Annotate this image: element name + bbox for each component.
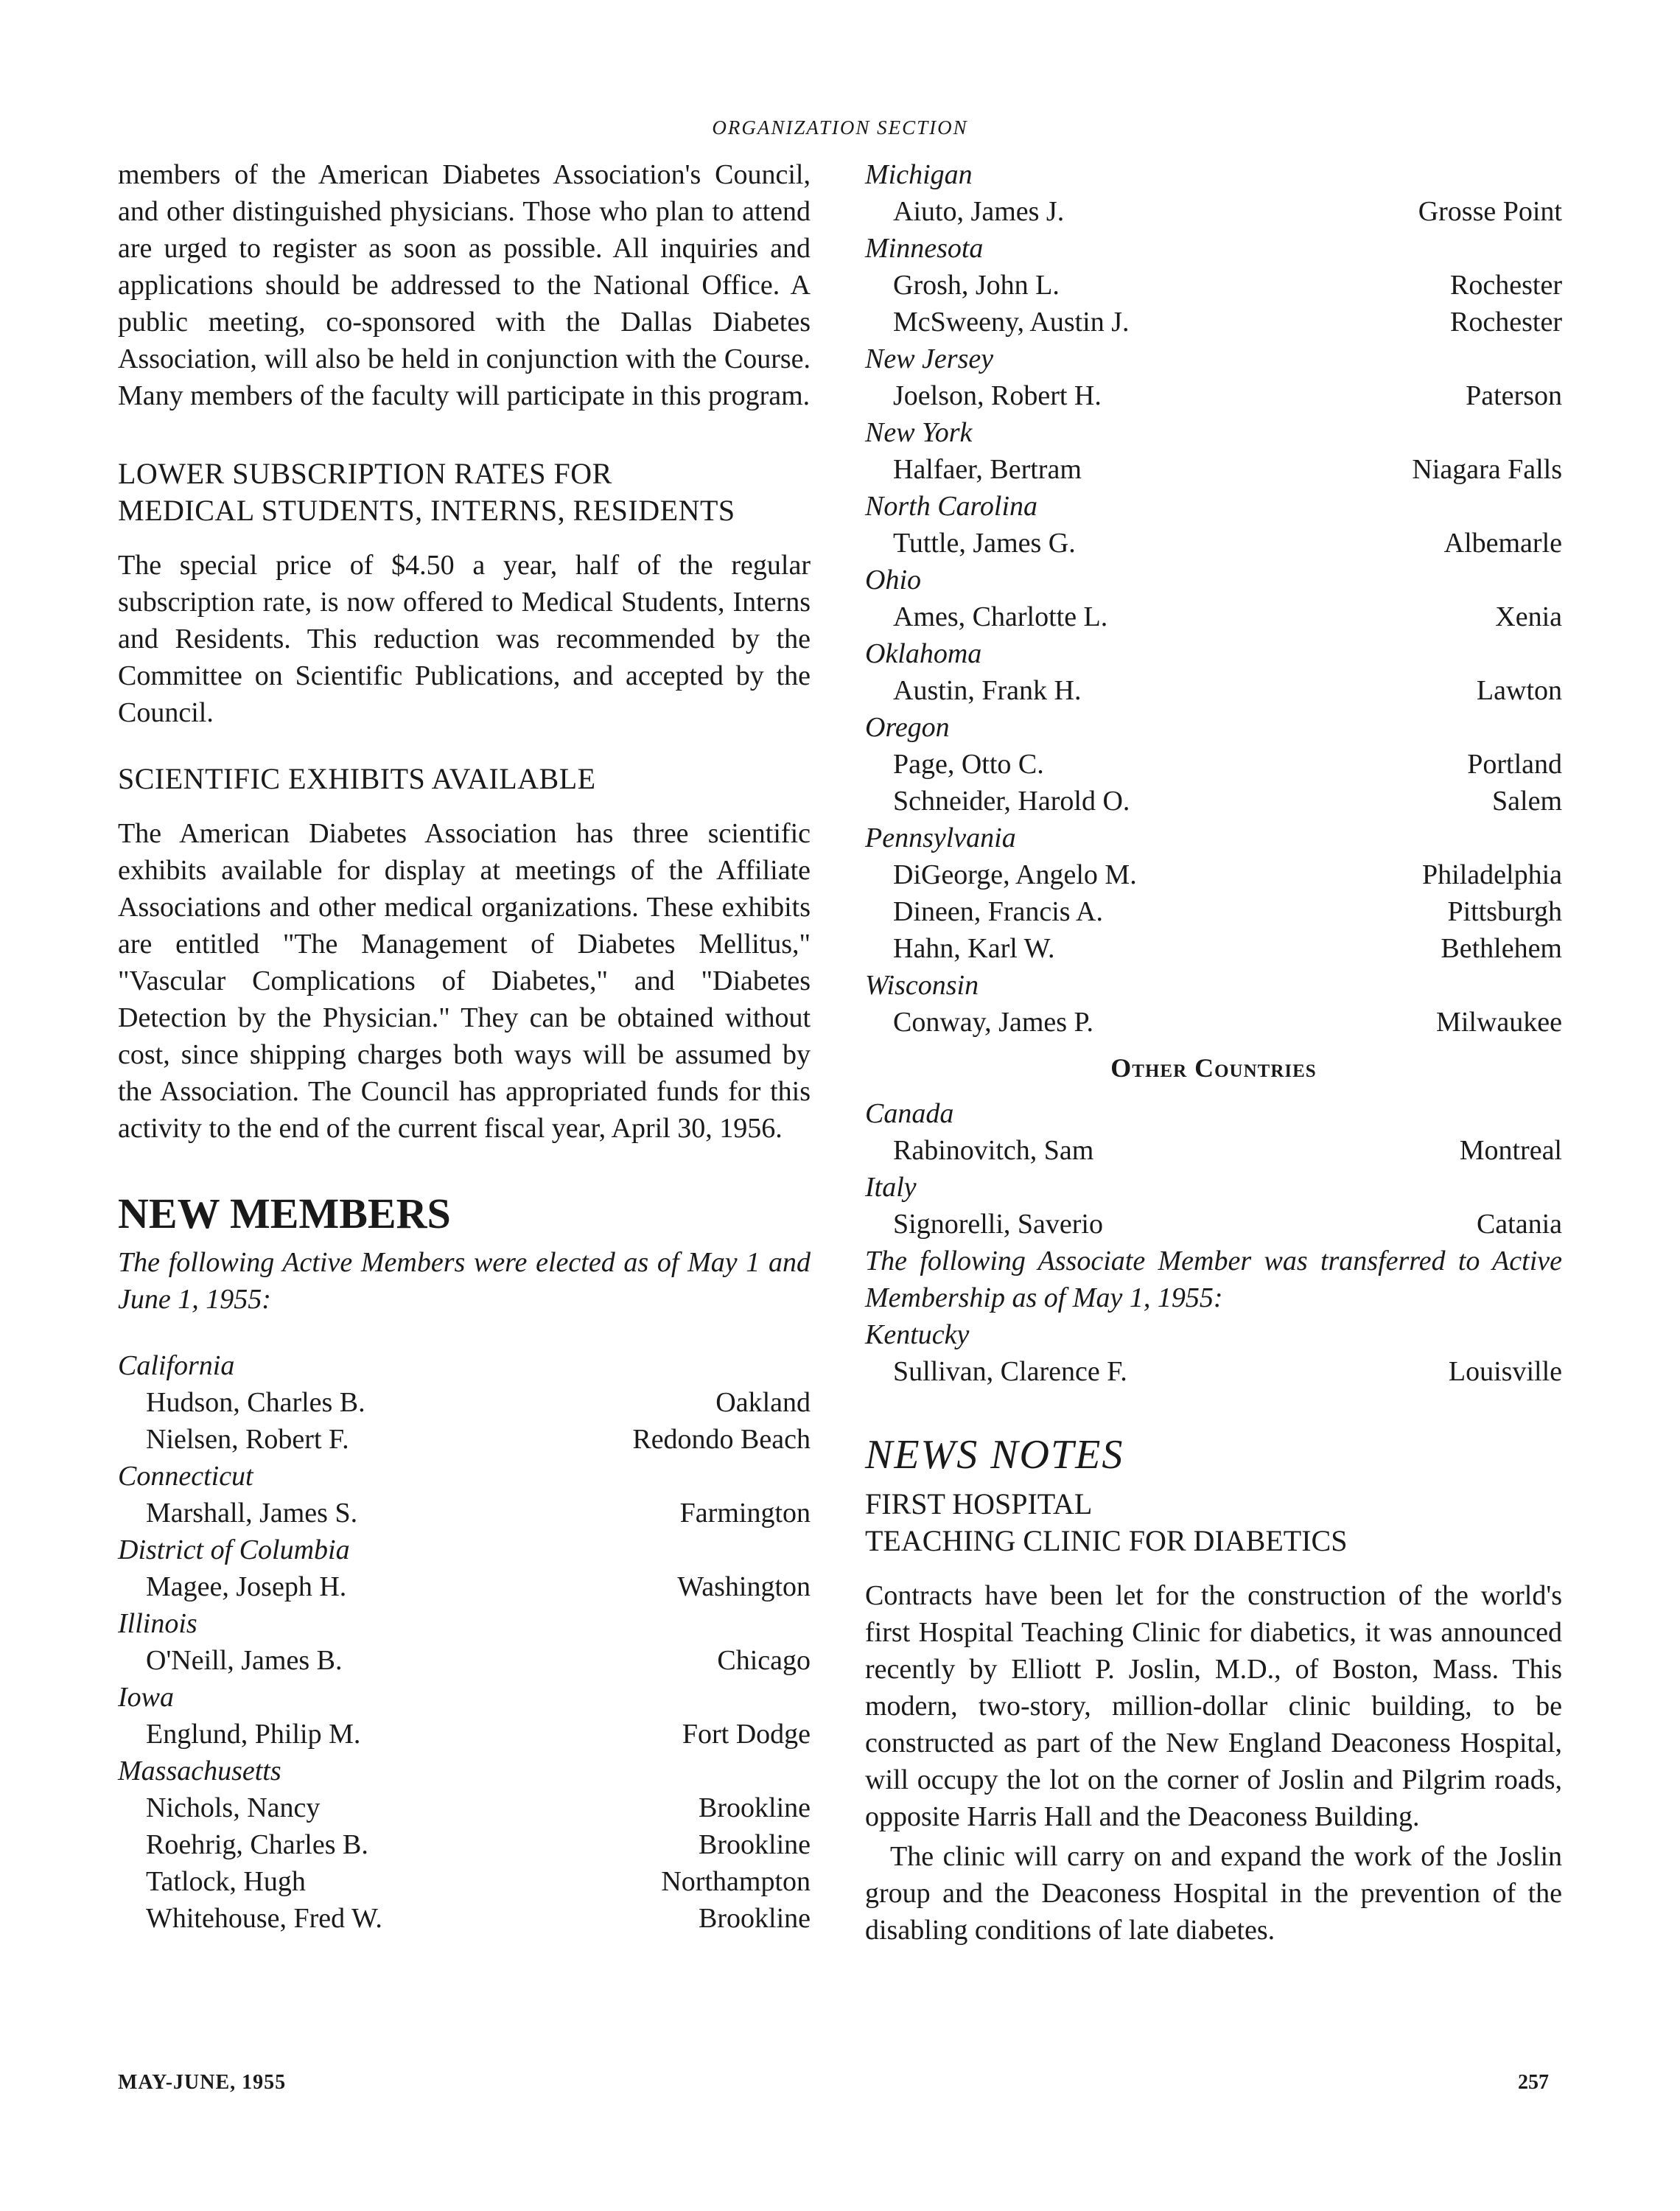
member-name: Signorelli, Saverio xyxy=(893,1209,1103,1240)
member-city: Salem xyxy=(1492,786,1562,817)
subscription-heading-line2: MEDICAL STUDENTS, INTERNS, RESIDENTS xyxy=(118,494,735,527)
state-heading: Michigan xyxy=(865,159,973,190)
member-name: Magee, Joseph H. xyxy=(146,1571,347,1602)
member-city: Farmington xyxy=(679,1498,811,1529)
member-city: Montreal xyxy=(1459,1135,1562,1166)
running-head: ORGANIZATION SECTION xyxy=(712,116,968,139)
member-row xyxy=(118,1384,811,1421)
member-name: Ames, Charlotte L. xyxy=(893,601,1108,632)
member-row xyxy=(865,193,1562,230)
member-row xyxy=(118,1495,811,1531)
member-city: Brookline xyxy=(699,1903,811,1934)
member-city: Northampton xyxy=(661,1866,811,1897)
member-name: Nichols, Nancy xyxy=(146,1792,321,1823)
member-city: Louisville xyxy=(1448,1356,1562,1387)
member-row xyxy=(118,1826,811,1863)
state-heading: Oklahoma xyxy=(865,638,982,669)
member-row xyxy=(865,672,1562,709)
left-member-list xyxy=(118,1347,811,1937)
member-name: Roehrig, Charles B. xyxy=(146,1829,368,1860)
member-city: Brookline xyxy=(699,1792,811,1823)
state-heading: Italy xyxy=(865,1172,917,1203)
member-city: Rochester xyxy=(1450,270,1562,301)
transfer-state: Kentucky xyxy=(865,1319,970,1350)
member-city: Philadelphia xyxy=(1422,859,1562,890)
member-row xyxy=(865,304,1562,340)
member-row xyxy=(865,856,1562,893)
member-city: Lawton xyxy=(1476,675,1562,706)
state-heading: California xyxy=(118,1350,235,1381)
clinic-heading-line2: TEACHING CLINIC FOR DIABETICS xyxy=(865,1524,1348,1557)
member-city: Fort Dodge xyxy=(682,1719,811,1750)
member-name: Whitehouse, Fred W. xyxy=(146,1903,382,1934)
clinic-heading-line1: FIRST HOSPITAL xyxy=(865,1487,1093,1520)
member-city: Xenia xyxy=(1495,601,1562,632)
member-row xyxy=(118,1789,811,1826)
member-city: Albemarle xyxy=(1443,528,1562,559)
member-row xyxy=(865,893,1562,930)
member-name: Englund, Philip M. xyxy=(146,1719,361,1750)
member-city: Grosse Point xyxy=(1418,196,1562,227)
member-row xyxy=(118,1900,811,1937)
state-heading: Canada xyxy=(865,1098,954,1129)
state-heading: Ohio xyxy=(865,565,921,595)
member-row xyxy=(865,525,1562,562)
new-members-intro: The following Active Members were elected as of May 1 and June 1, 1955: xyxy=(118,1247,811,1315)
transfer-member-row xyxy=(865,1353,1562,1390)
member-row xyxy=(118,1568,811,1605)
member-name: Tatlock, Hugh xyxy=(146,1866,306,1897)
member-name: Grosh, John L. xyxy=(893,270,1060,301)
footer-issue: MAY-JUNE, 1955 xyxy=(118,2071,287,2094)
state-heading: Illinois xyxy=(118,1608,197,1639)
member-name: Tuttle, James G. xyxy=(893,528,1076,559)
member-city: Paterson xyxy=(1466,380,1562,411)
member-name: McSweeny, Austin J. xyxy=(893,307,1130,338)
clinic-paragraph-1: Contracts have been let for the construction of the world's first Hospital Teaching Clinic for diabetics, it was announced recently by Elliott P. Joslin, M.D., of Boston, Mass. This modern, two-story, million-dollar clinic building, to be constructed as part of the New England Deaconess Hospital, will occupy the lot on the corner of Joslin and Pilgrim roads, opposite Harris Hall and the Deaconess Building. xyxy=(865,1580,1562,1832)
member-row xyxy=(865,746,1562,783)
state-heading: North Carolina xyxy=(865,491,1038,522)
member-name: Aiuto, James J. xyxy=(893,196,1065,227)
member-row xyxy=(865,598,1562,635)
new-members-heading: NEW MEMBERS xyxy=(118,1190,451,1237)
clinic-paragraph-2: The clinic will carry on and expand the work of the Joslin group and the Deaconess Hospital in the prevention of the disabling conditions of late diabetes. xyxy=(865,1841,1562,1946)
member-row xyxy=(118,1642,811,1679)
member-name: Halfaer, Bertram xyxy=(893,454,1082,485)
member-row xyxy=(865,1132,1562,1169)
member-city: Redondo Beach xyxy=(632,1424,811,1455)
member-name: Joelson, Robert H. xyxy=(893,380,1102,411)
member-row xyxy=(118,1863,811,1900)
member-name: Dineen, Francis A. xyxy=(893,896,1103,927)
member-city: Chicago xyxy=(717,1645,811,1676)
member-name: Nielsen, Robert F. xyxy=(146,1424,349,1455)
member-city: Rochester xyxy=(1450,307,1562,338)
exhibits-paragraph: The American Diabetes Association has three scientific exhibits available for display at meetings of the Affiliate Associations and other medical organizations. These exhibits are entitled "The Management of Diabetes Mellitus," "Vascular Complications of Diabetes," and "Diabetes Detection by the Physician." They can be obtained without cost, since shipping charges both ways will be assumed by the Association. The Council has appropriated funds for this activity to the end of the current fiscal year, April 30, 1956. xyxy=(118,818,811,1144)
right-member-list xyxy=(865,156,1562,1041)
course-paragraph: members of the American Diabetes Association's Council, and other distinguished physicians. Those who plan to attend are urged to register as soon as possible. All inquiries and applications should be addressed to the National Office. A public meeting, co-sponsored with the Dallas Diabetes Association, will also be held in conjunction with the Course. Many members of the faculty will participate in this program. xyxy=(118,159,811,411)
subscription-heading-line1: LOWER SUBSCRIPTION RATES FOR xyxy=(118,457,612,490)
other-countries-heading: Other Countries xyxy=(1110,1053,1317,1083)
news-notes-heading: NEWS NOTES xyxy=(865,1432,1124,1478)
member-row xyxy=(865,783,1562,820)
other-countries-list xyxy=(865,1095,1562,1243)
member-row xyxy=(865,267,1562,304)
exhibits-heading: SCIENTIFIC EXHIBITS AVAILABLE xyxy=(118,762,596,795)
state-heading: New York xyxy=(865,417,973,448)
state-heading: Oregon xyxy=(865,712,950,743)
left-column xyxy=(118,156,811,1937)
member-city: Portland xyxy=(1467,749,1562,780)
state-heading: Massachusetts xyxy=(118,1756,281,1786)
member-city: Milwaukee xyxy=(1436,1007,1562,1038)
member-row xyxy=(865,1206,1562,1243)
member-row xyxy=(865,1004,1562,1041)
member-name: Page, Otto C. xyxy=(893,749,1044,780)
member-row xyxy=(865,930,1562,967)
member-name: Schneider, Harold O. xyxy=(893,786,1130,817)
member-city: Pittsburgh xyxy=(1447,896,1562,927)
state-heading: Wisconsin xyxy=(865,970,979,1001)
member-city: Catania xyxy=(1476,1209,1562,1240)
member-row xyxy=(118,1421,811,1458)
member-city: Brookline xyxy=(699,1829,811,1860)
member-name: Hahn, Karl W. xyxy=(893,933,1055,964)
footer-page-number: 257 xyxy=(1518,2071,1549,2094)
member-city: Washington xyxy=(677,1571,811,1602)
member-name: DiGeorge, Angelo M. xyxy=(893,859,1137,890)
member-name: Marshall, James S. xyxy=(146,1498,358,1529)
member-city: Bethlehem xyxy=(1441,933,1562,964)
member-row xyxy=(865,377,1562,414)
member-city: Niagara Falls xyxy=(1412,454,1562,485)
member-name: Austin, Frank H. xyxy=(893,675,1082,706)
state-heading: New Jersey xyxy=(865,343,994,374)
member-name: Sullivan, Clarence F. xyxy=(893,1356,1127,1387)
member-row xyxy=(118,1716,811,1753)
member-name: Conway, James P. xyxy=(893,1007,1093,1038)
member-name: Hudson, Charles B. xyxy=(146,1387,365,1418)
subscription-paragraph: The special price of $4.50 a year, half of the regular subscription rate, is now offered to Medical Students, Interns and Residents. This reduction was recommended by the Committee on Scientific Publications, and accepted by the Council. xyxy=(118,550,811,728)
member-name: O'Neill, James B. xyxy=(146,1645,343,1676)
right-column xyxy=(865,156,1562,1949)
state-heading: District of Columbia xyxy=(118,1534,350,1565)
state-heading: Minnesota xyxy=(865,233,984,264)
state-heading: Connecticut xyxy=(118,1461,253,1492)
member-name: Rabinovitch, Sam xyxy=(893,1135,1094,1166)
state-heading: Pennsylvania xyxy=(865,822,1016,853)
state-heading: Iowa xyxy=(118,1682,174,1713)
member-city: Oakland xyxy=(715,1387,811,1418)
member-row xyxy=(865,451,1562,488)
transfer-note: The following Associate Member was transferred to Active Membership as of May 1, 1955: xyxy=(865,1246,1562,1313)
